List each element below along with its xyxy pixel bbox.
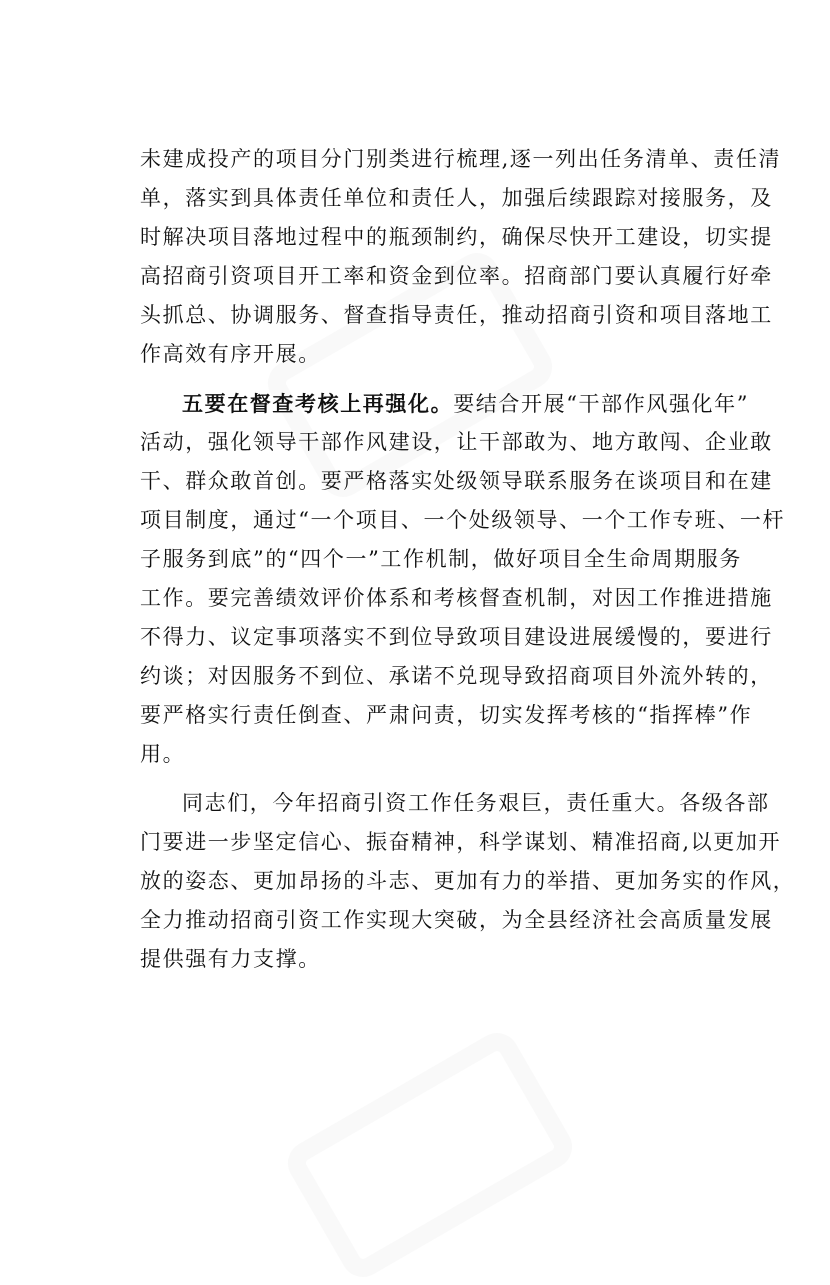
text-run: 要结合开展“干部作风强化年” [453, 392, 750, 416]
text-line: 头抓总、协调服务、督查指导责任，推动招商引资和项目落地工 [140, 303, 773, 327]
text-line: 子服务到底”的“四个一”工作机制，做好项目全生命周期服务 [140, 547, 743, 571]
paragraph-2 [140, 384, 786, 774]
text-line: 不得力、议定事项落实不到位导致项目建设进展缓慢的，要进行 [140, 625, 773, 649]
text-line: 用。 [140, 742, 186, 766]
section-heading: 五要在督查考核上再强化。 [182, 391, 454, 416]
paragraph-3 [140, 784, 796, 979]
text-line: 全力推动招商引资工作实现大突破，为全县经济社会高质量发展 [140, 908, 773, 932]
text-line: 门要进一步坚定信心、振奋精神，科学谋划、精准招商,以更加开 [140, 830, 782, 854]
text-line: 活动，强化领导干部作风建设，让干部敢为、地方敢闯、企业敢 [140, 430, 773, 454]
text-line: 同志们，今年招商引资工作任务艰巨，责任重大。各级各部 [182, 791, 770, 815]
text-line: 单，落实到具体责任单位和责任人，加强后续跟踪对接服务，及 [140, 186, 773, 210]
watermark [280, 1025, 580, 1285]
text-line: 作高效有序开展。 [140, 342, 321, 366]
text-line: 工作。要完善绩效评价体系和考核督查机制，对因工作推进措施 [140, 586, 773, 610]
text-line: 干、群众敢首创。要严格落实处级领导联系服务在谈项目和在建 [140, 469, 773, 493]
paragraph-2-first-line [140, 384, 750, 423]
text-line: 高招商引资项目开工率和资金到位率。招商部门要认真履行好牵 [140, 264, 773, 288]
text-line: 约谈；对因服务不到位、承诺不兑现导致招商项目外流外转的， [140, 664, 773, 688]
text-line: 未建成投产的项目分门别类进行梳理,逐一列出任务清单、责任清 [140, 147, 782, 171]
text-line: 要严格实行责任倒查、严肃问责，切实发挥考核的“指挥棒”作 [140, 703, 753, 727]
text-line: 放的姿态、更加昂扬的斗志、更加有力的举措、更加务实的作风， [140, 869, 796, 893]
paragraph-1 [140, 140, 782, 374]
text-line: 时解决项目落地过程中的瓶颈制约，确保尽快开工建设，切实提 [140, 225, 773, 249]
text-line: 项目制度，通过“一个项目、一个处级领导、一个工作专班、一杆 [140, 508, 786, 532]
document-body [140, 140, 796, 979]
text-line: 提供强有力支撑。 [140, 947, 321, 971]
